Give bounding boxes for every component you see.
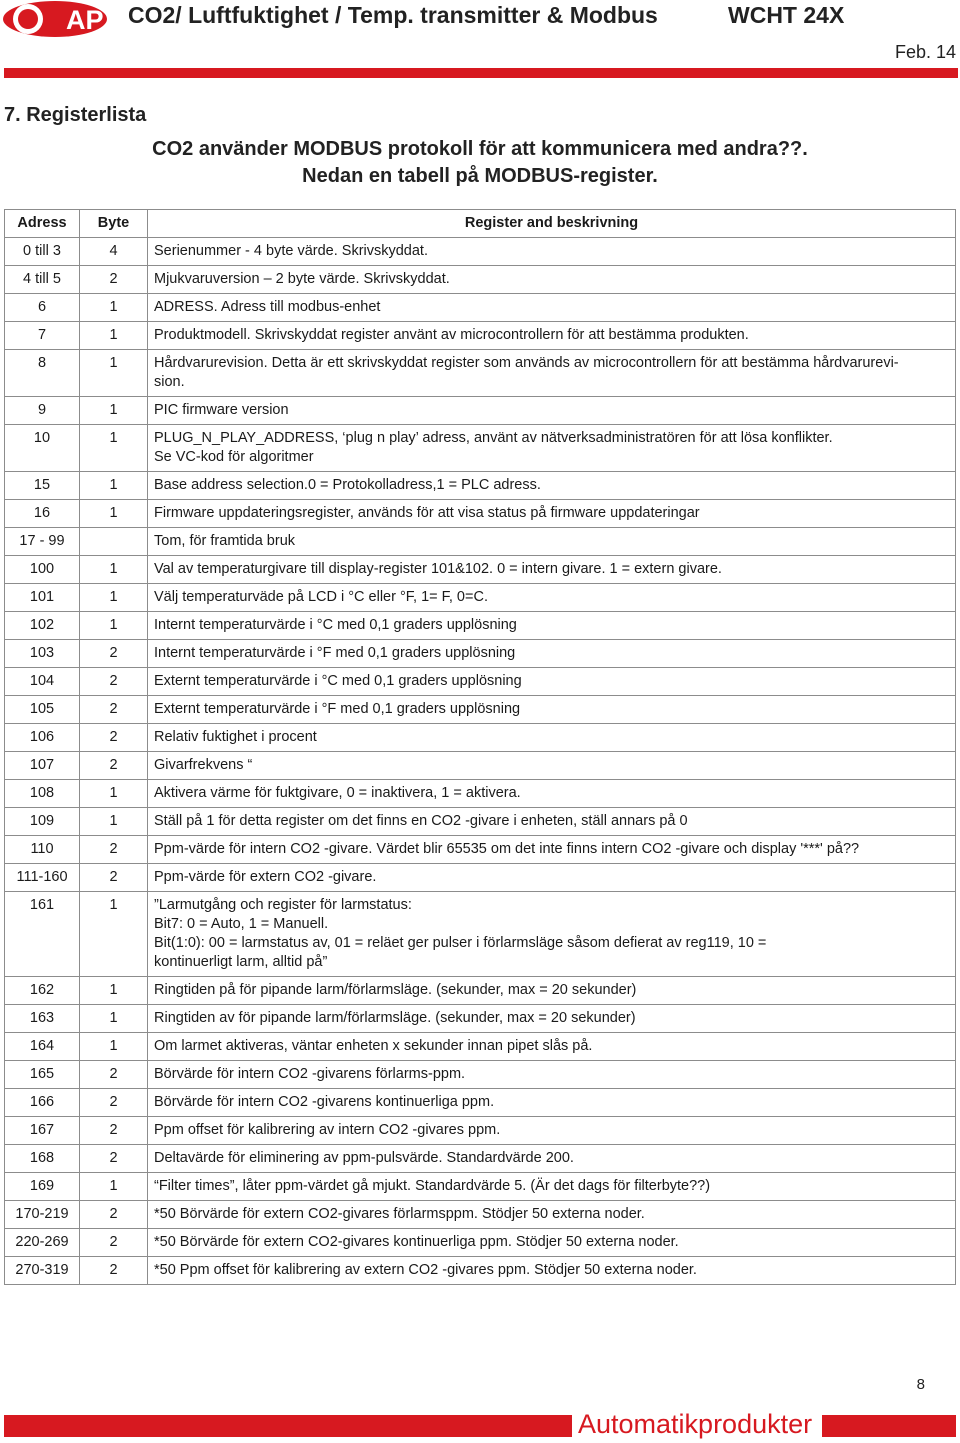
register-byte: 1 (80, 977, 148, 1005)
register-description: *50 Ppm offset för kalibrering av extern CO2 -givares ppm. Stödjer 50 externa noder. (148, 1257, 956, 1285)
table-row (5, 977, 956, 1005)
register-address: 110 (5, 836, 80, 864)
table-row (5, 808, 956, 836)
register-byte: 1 (80, 808, 148, 836)
register-byte: 1 (80, 1033, 148, 1061)
register-address: 106 (5, 724, 80, 752)
register-address: 8 (5, 350, 80, 397)
register-byte: 2 (80, 266, 148, 294)
register-address: 111-160 (5, 864, 80, 892)
register-description: Välj temperaturväde på LCD i °C eller °F, 1= F, 0=C. (148, 584, 956, 612)
register-address: 167 (5, 1117, 80, 1145)
register-byte: 2 (80, 1117, 148, 1145)
register-byte: 2 (80, 1229, 148, 1257)
register-byte: 2 (80, 1145, 148, 1173)
register-address: 15 (5, 472, 80, 500)
document-title: CO2/ Luftfuktighet / Temp. transmitter & Modbus (128, 2, 658, 28)
table-row (5, 640, 956, 668)
register-description: Mjukvaruversion – 2 byte värde. Skrivskyddat. (148, 266, 956, 294)
register-description: Börvärde för intern CO2 -givarens förlarms-ppm. (148, 1061, 956, 1089)
register-byte: 2 (80, 696, 148, 724)
register-description: Externt temperaturvärde i °F med 0,1 graders upplösning (148, 696, 956, 724)
table-row (5, 696, 956, 724)
table-row (5, 780, 956, 808)
table-row (5, 724, 956, 752)
register-address: 166 (5, 1089, 80, 1117)
register-byte: 2 (80, 752, 148, 780)
register-description: Hårdvarurevision. Detta är ett skrivskyddat register som används av microcontrollern för att bestämma hårdvarurevi- sion. (148, 350, 956, 397)
table-row (5, 472, 956, 500)
register-description: *50 Börvärde för extern CO2-givares kontinuerliga ppm. Stödjer 50 externa noder. (148, 1229, 956, 1257)
footer-bar-left (4, 1415, 572, 1437)
register-byte: 2 (80, 1257, 148, 1285)
register-description: Externt temperaturvärde i °C med 0,1 graders upplösning (148, 668, 956, 696)
register-description: Ppm-värde för intern CO2 -givare. Värdet blir 65535 om det inte finns intern CO2 -givare och display '***' på?? (148, 836, 956, 864)
table-row (5, 1089, 956, 1117)
register-address: 7 (5, 322, 80, 350)
table-row (5, 425, 956, 472)
register-byte: 1 (80, 1173, 148, 1201)
register-description: Produktmodell. Skrivskyddat register använt av microcontrollern för att bestämma produkten. (148, 322, 956, 350)
table-row (5, 836, 956, 864)
header-description: Register and beskrivning (148, 210, 956, 238)
register-description: Ställ på 1 för detta register om det finns en CO2 -givare i enheten, ställ annars på 0 (148, 808, 956, 836)
register-description: ”Larmutgång och register för larmstatus: Bit7: 0 = Auto, 1 = Manuell. Bit(1:0): 00 = larmstatus av, 01 = reläet ger pulser i förlarmsläge såsom defierat av reg119, 10 = kontinuerligt larm, alltid på” (148, 892, 956, 977)
register-address: 4 till 5 (5, 266, 80, 294)
table-row (5, 397, 956, 425)
register-address: 220-269 (5, 1229, 80, 1257)
register-description: Givarfrekvens “ (148, 752, 956, 780)
register-address: 169 (5, 1173, 80, 1201)
register-description: Ppm-värde för extern CO2 -givare. (148, 864, 956, 892)
register-address: 105 (5, 696, 80, 724)
table-body (5, 238, 956, 1285)
table-row (5, 350, 956, 397)
register-address: 168 (5, 1145, 80, 1173)
register-description: Relativ fuktighet i procent (148, 724, 956, 752)
register-description: PIC firmware version (148, 397, 956, 425)
register-byte: 1 (80, 425, 148, 472)
register-byte: 1 (80, 780, 148, 808)
register-address: 107 (5, 752, 80, 780)
product-code: WCHT 24X (728, 2, 845, 28)
register-byte: 1 (80, 556, 148, 584)
register-byte: 1 (80, 1005, 148, 1033)
register-byte: 1 (80, 892, 148, 977)
register-address: 6 (5, 294, 80, 322)
register-address: 10 (5, 425, 80, 472)
register-byte: 1 (80, 322, 148, 350)
register-address: 165 (5, 1061, 80, 1089)
register-description: Deltavärde för eliminering av ppm-pulsvärde. Standardvärde 200. (148, 1145, 956, 1173)
register-byte: 2 (80, 836, 148, 864)
table-row (5, 584, 956, 612)
register-byte: 2 (80, 724, 148, 752)
register-address: 163 (5, 1005, 80, 1033)
register-table (4, 209, 956, 1285)
register-byte: 2 (80, 640, 148, 668)
document-date: Feb. 14 (894, 42, 956, 62)
table-row (5, 528, 956, 556)
register-description: Internt temperaturvärde i °F med 0,1 graders upplösning (148, 640, 956, 668)
register-description: Ringtiden av för pipande larm/förlarmsläge. (sekunder, max = 20 sekunder) (148, 1005, 956, 1033)
register-byte: 1 (80, 294, 148, 322)
table-row (5, 752, 956, 780)
page-number: 8 (916, 1376, 925, 1393)
register-address: 162 (5, 977, 80, 1005)
table-row (5, 864, 956, 892)
register-address: 17 - 99 (5, 528, 80, 556)
register-description: Firmware uppdateringsregister, används för att visa status på firmware uppdateringar (148, 500, 956, 528)
table-row (5, 556, 956, 584)
table-row (5, 1257, 956, 1285)
register-address: 164 (5, 1033, 80, 1061)
table-row (5, 1229, 956, 1257)
register-address: 16 (5, 500, 80, 528)
table-row (5, 1117, 956, 1145)
register-address: 9 (5, 397, 80, 425)
register-description: Internt temperaturvärde i °C med 0,1 graders upplösning (148, 612, 956, 640)
table-row (5, 1033, 956, 1061)
register-description: “Filter times”, låter ppm-värdet gå mjukt. Standardvärde 5. (Är det dags för filterbyte??) (148, 1173, 956, 1201)
table-row (5, 1145, 956, 1173)
table-row (5, 1005, 956, 1033)
register-byte: 2 (80, 1061, 148, 1089)
register-description: Om larmet aktiveras, väntar enheten x sekunder innan pipet slås på. (148, 1033, 956, 1061)
register-description: Serienummer - 4 byte värde. Skrivskyddat. (148, 238, 956, 266)
register-description: Aktivera värme för fuktgivare, 0 = inaktivera, 1 = aktivera. (148, 780, 956, 808)
table-row (5, 294, 956, 322)
register-address: 104 (5, 668, 80, 696)
footer-bar-right (822, 1415, 956, 1437)
register-byte: 1 (80, 397, 148, 425)
table-row (5, 500, 956, 528)
register-byte: 2 (80, 864, 148, 892)
register-description: ADRESS. Adress till modbus-enhet (148, 294, 956, 322)
register-byte: 1 (80, 584, 148, 612)
header-byte: Byte (80, 210, 148, 238)
register-description: PLUG_N_PLAY_ADDRESS, ‘plug n play’ adress, använt av nätverksadministratören för att lösa konflikter. Se VC-kod för algoritmer (148, 425, 956, 472)
table-row (5, 238, 956, 266)
table-row (5, 322, 956, 350)
footer-brand: Automatikprodukter (578, 1409, 813, 1439)
register-byte: 4 (80, 238, 148, 266)
table-row (5, 1061, 956, 1089)
register-address: 0 till 3 (5, 238, 80, 266)
register-byte: 1 (80, 612, 148, 640)
register-description: Börvärde för intern CO2 -givarens kontinuerliga ppm. (148, 1089, 956, 1117)
table-row (5, 668, 956, 696)
register-byte: 2 (80, 1201, 148, 1229)
intro-line-1: CO2 använder MODBUS protokoll för att kommunicera med andra??. (152, 138, 808, 160)
register-description: Base address selection.0 = Protokolladress,1 = PLC adress. (148, 472, 956, 500)
register-description: Val av temperaturgivare till display-register 101&102. 0 = intern givare. 1 = extern givare. (148, 556, 956, 584)
register-description: Ppm offset för kalibrering av intern CO2 -givares ppm. (148, 1117, 956, 1145)
table-row (5, 1173, 956, 1201)
table-row (5, 892, 956, 977)
register-address: 170-219 (5, 1201, 80, 1229)
table-row (5, 1201, 956, 1229)
logo-text: AP (66, 5, 104, 35)
register-byte: 1 (80, 500, 148, 528)
register-address: 102 (5, 612, 80, 640)
intro-line-2: Nedan en tabell på MODBUS-register. (302, 165, 658, 187)
register-address: 101 (5, 584, 80, 612)
register-description: Tom, för framtida bruk (148, 528, 956, 556)
register-address: 108 (5, 780, 80, 808)
register-byte: 2 (80, 668, 148, 696)
register-byte: 1 (80, 350, 148, 397)
table-header-row (5, 210, 956, 238)
intro-text (0, 136, 960, 190)
register-address: 100 (5, 556, 80, 584)
section-heading: 7. Registerlista (4, 104, 147, 126)
header-address: Adress (5, 210, 80, 238)
header-divider-bar (4, 68, 958, 78)
register-address: 103 (5, 640, 80, 668)
company-logo (2, 0, 108, 38)
register-description: Ringtiden på för pipande larm/förlarmsläge. (sekunder, max = 20 sekunder) (148, 977, 956, 1005)
register-address: 109 (5, 808, 80, 836)
register-address: 161 (5, 892, 80, 977)
register-byte: 2 (80, 1089, 148, 1117)
table-row (5, 612, 956, 640)
register-byte (80, 528, 148, 556)
register-description: *50 Börvärde för extern CO2-givares förlarmsppm. Stödjer 50 externa noder. (148, 1201, 956, 1229)
table-row (5, 266, 956, 294)
register-byte: 1 (80, 472, 148, 500)
register-address: 270-319 (5, 1257, 80, 1285)
